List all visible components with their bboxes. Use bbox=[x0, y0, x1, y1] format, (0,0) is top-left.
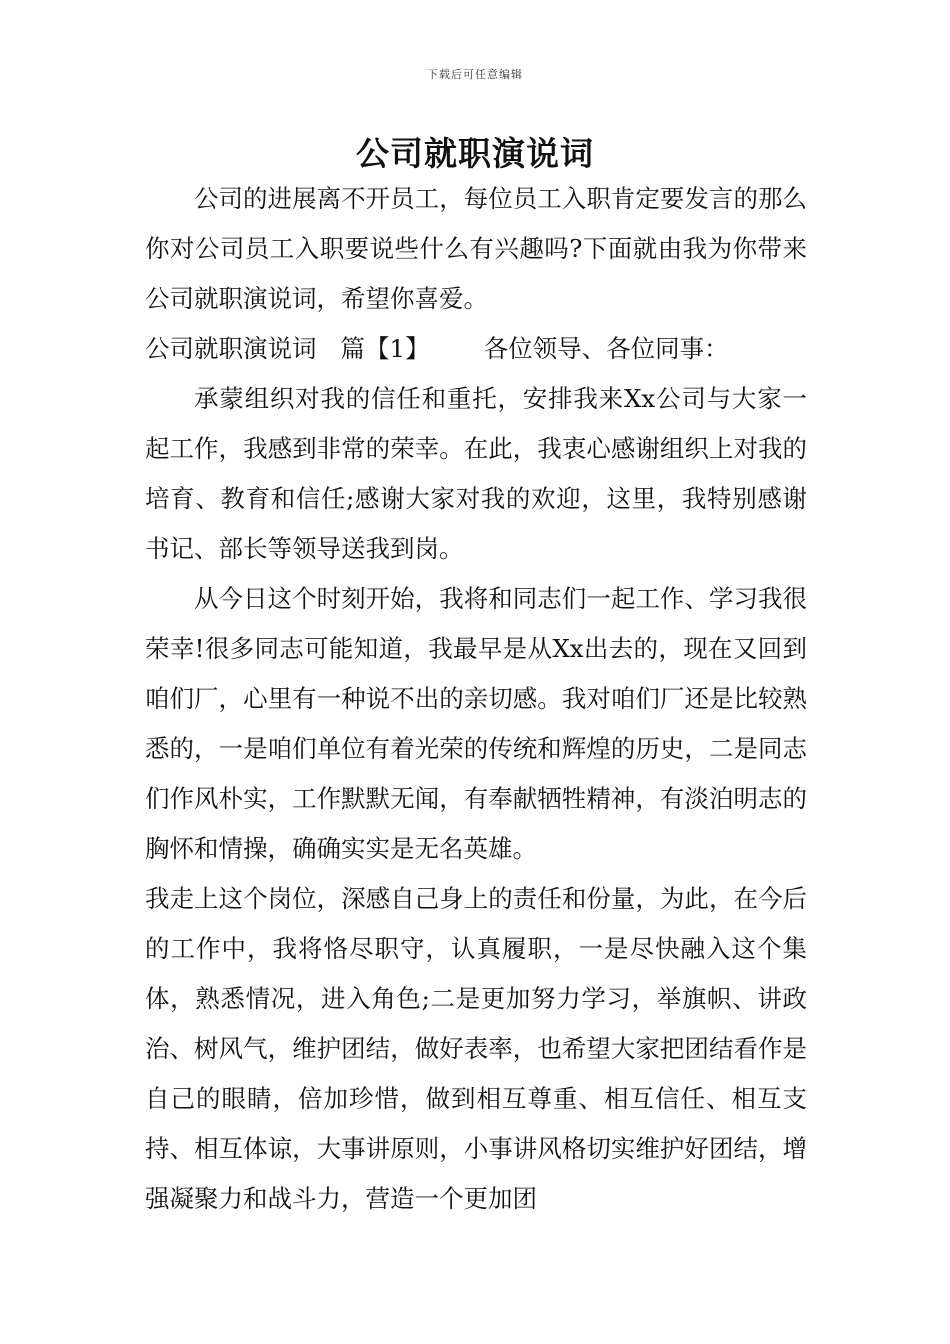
intro-paragraph: 公司的进展离不开员工，每位员工入职肯定要发言的那么你对公司员工入职要说些什么有兴趣吗?下面就由我为你带来公司就职演说词，希望你喜爱。 bbox=[145, 184, 807, 313]
header-note: 下载后可任意编辑 bbox=[427, 68, 523, 81]
section-heading: 公司就职演说词 bbox=[145, 334, 317, 363]
salutation: 各位领导、各位同事： bbox=[483, 334, 729, 363]
section-number: 篇【1】 bbox=[340, 334, 430, 363]
section-heading-line bbox=[145, 324, 807, 374]
body-paragraph-2: 从今日这个时刻开始，我将和同志们一起工作、学习我很荣幸!很多同志可能知道，我最早是从Xx出去的，现在又回到咱们厂，心里有一种说不出的亲切感。我对咱们厂还是比较熟悉的，一是咱们单位有着光荣的传统和辉煌的历史，二是同志们作风朴实，工作默默无闻，有奉献牺牲精神，有淡泊明志的胸怀和情操，确确实实是无名英雄。 bbox=[145, 584, 807, 863]
body-paragraph-3: 我走上这个岗位，深感自己身上的责任和份量，为此，在今后的工作中，我将恪尽职守，认真履职，一是尽快融入这个集体，熟悉情况，进入角色;二是更加努力学习，举旗帜、讲政治、树风气，维护团结，做好表率，也希望大家把团结看作是自己的眼睛，倍加珍惜，做到相互尊重、相互信任、相互支持、相互体谅，大事讲原则，小事讲风格切实维护好团结，增强凝聚力和战斗力，营造一个更加团 bbox=[145, 884, 807, 1213]
document-title: 公司就职演说词 bbox=[356, 134, 594, 173]
body-paragraph-1: 承蒙组织对我的信任和重托，安排我来Xx公司与大家一起工作，我感到非常的荣幸。在此，我衷心感谢组织上对我的培育、教育和信任;感谢大家对我的欢迎，这里，我特别感谢书记、部长等领导送我到岗。 bbox=[145, 384, 807, 563]
document-body bbox=[145, 174, 807, 1224]
